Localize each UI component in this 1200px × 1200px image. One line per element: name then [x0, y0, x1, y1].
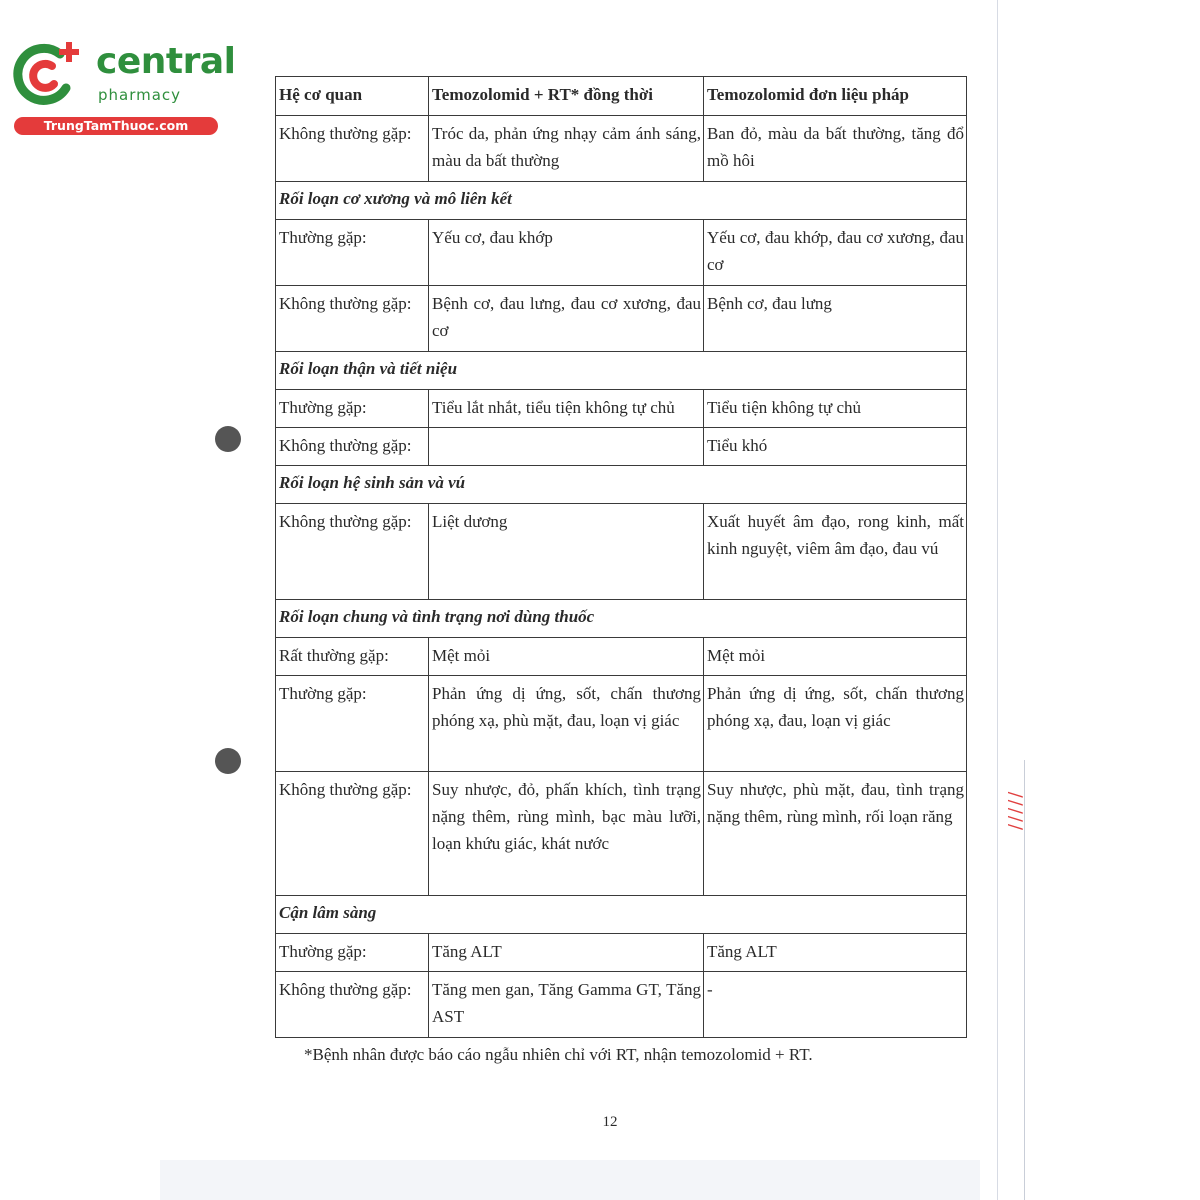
- monotherapy-cell: Tăng ALT: [704, 934, 967, 972]
- frequency-cell: Thường gặp:: [276, 220, 429, 286]
- header-concurrent-rt: Temozolomid + RT* đồng thời: [429, 77, 704, 116]
- table-row: [276, 934, 967, 972]
- frequency-cell: Không thường gặp:: [276, 116, 429, 182]
- header-organ-system: Hệ cơ quan: [276, 77, 429, 116]
- monotherapy-cell: Phản ứng dị ứng, sốt, chấn thương phóng xạ, đau, loạn vị giác: [704, 676, 967, 772]
- table-row: [276, 116, 967, 182]
- monotherapy-cell: Ban đỏ, màu da bất thường, tăng đổ mồ hôi: [704, 116, 967, 182]
- monotherapy-cell: Xuất huyết âm đạo, rong kinh, mất kinh nguyệt, viêm âm đạo, đau vú: [704, 504, 967, 600]
- frequency-cell: Thường gặp:: [276, 676, 429, 772]
- table-row: [276, 286, 967, 352]
- table-row: [276, 390, 967, 428]
- table-category-row: [276, 352, 967, 390]
- punch-hole-top: [215, 426, 241, 452]
- category-label: Cận lâm sàng: [276, 896, 967, 934]
- page-edge-line: [997, 0, 998, 1200]
- logo-sub-text: pharmacy: [98, 86, 182, 104]
- concurrent-rt-cell: Tróc da, phản ứng nhạy cảm ánh sáng, màu da bất thường: [429, 116, 704, 182]
- table-row: [276, 428, 967, 466]
- category-label: Rối loạn thận và tiết niệu: [276, 352, 967, 390]
- monotherapy-cell: -: [704, 972, 967, 1038]
- logo-site-badge: TrungTamThuoc.com: [14, 117, 218, 135]
- scan-shadow-band: [160, 1160, 980, 1200]
- concurrent-rt-cell: Phản ứng dị ứng, sốt, chấn thương phóng xạ, phù mặt, đau, loạn vị giác: [429, 676, 704, 772]
- red-stamp-mark: /////: [1005, 789, 1026, 830]
- table-category-row: [276, 600, 967, 638]
- table-row: [276, 676, 967, 772]
- frequency-cell: Không thường gặp:: [276, 972, 429, 1038]
- table-row: [276, 504, 967, 600]
- table-category-row: [276, 466, 967, 504]
- table-row: [276, 772, 967, 896]
- monotherapy-cell: Suy nhược, phù mặt, đau, tình trạng nặng thêm, rùng mình, rối loạn răng: [704, 772, 967, 896]
- frequency-cell: Không thường gặp:: [276, 504, 429, 600]
- table-row: [276, 972, 967, 1038]
- monotherapy-cell: Mệt mỏi: [704, 638, 967, 676]
- table-row: [276, 220, 967, 286]
- page-number: 12: [602, 1114, 618, 1130]
- table-category-row: [276, 896, 967, 934]
- monotherapy-cell: Yếu cơ, đau khớp, đau cơ xương, đau cơ: [704, 220, 967, 286]
- frequency-cell: Không thường gặp:: [276, 428, 429, 466]
- table-header-row: [276, 77, 967, 116]
- concurrent-rt-cell: [429, 428, 704, 466]
- frequency-cell: Rất thường gặp:: [276, 638, 429, 676]
- central-pharmacy-logo: [10, 38, 236, 138]
- frequency-cell: Không thường gặp:: [276, 286, 429, 352]
- concurrent-rt-cell: Liệt dương: [429, 504, 704, 600]
- frequency-cell: Thường gặp:: [276, 390, 429, 428]
- concurrent-rt-cell: Mệt mỏi: [429, 638, 704, 676]
- adverse-reactions-table: [275, 76, 967, 1038]
- monotherapy-cell: Tiểu tiện không tự chủ: [704, 390, 967, 428]
- concurrent-rt-cell: Yếu cơ, đau khớp: [429, 220, 704, 286]
- concurrent-rt-cell: Tiểu lắt nhắt, tiểu tiện không tự chủ: [429, 390, 704, 428]
- punch-hole-bottom: [215, 748, 241, 774]
- frequency-cell: Không thường gặp:: [276, 772, 429, 896]
- concurrent-rt-cell: Tăng men gan, Tăng Gamma GT, Tăng AST: [429, 972, 704, 1038]
- category-label: Rối loạn hệ sinh sản và vú: [276, 466, 967, 504]
- header-monotherapy: Temozolomid đơn liệu pháp: [704, 77, 967, 116]
- monotherapy-cell: Tiểu khó: [704, 428, 967, 466]
- monotherapy-cell: Bệnh cơ, đau lưng: [704, 286, 967, 352]
- pharmacy-cross-logo-icon: [10, 40, 80, 110]
- table-row: [276, 638, 967, 676]
- category-label: Rối loạn chung và tình trạng nơi dùng thuốc: [276, 600, 967, 638]
- table-footnote: *Bệnh nhân được báo cáo ngẫu nhiên chỉ với RT, nhận temozolomid + RT.: [304, 1045, 813, 1064]
- table-category-row: [276, 182, 967, 220]
- concurrent-rt-cell: Suy nhược, đỏ, phấn khích, tình trạng nặng thêm, rùng mình, bạc màu lưỡi, loạn khứu giác, khát nước: [429, 772, 704, 896]
- concurrent-rt-cell: Tăng ALT: [429, 934, 704, 972]
- logo-brand-text: central: [96, 41, 236, 82]
- concurrent-rt-cell: Bệnh cơ, đau lưng, đau cơ xương, đau cơ: [429, 286, 704, 352]
- frequency-cell: Thường gặp:: [276, 934, 429, 972]
- category-label: Rối loạn cơ xương và mô liên kết: [276, 182, 967, 220]
